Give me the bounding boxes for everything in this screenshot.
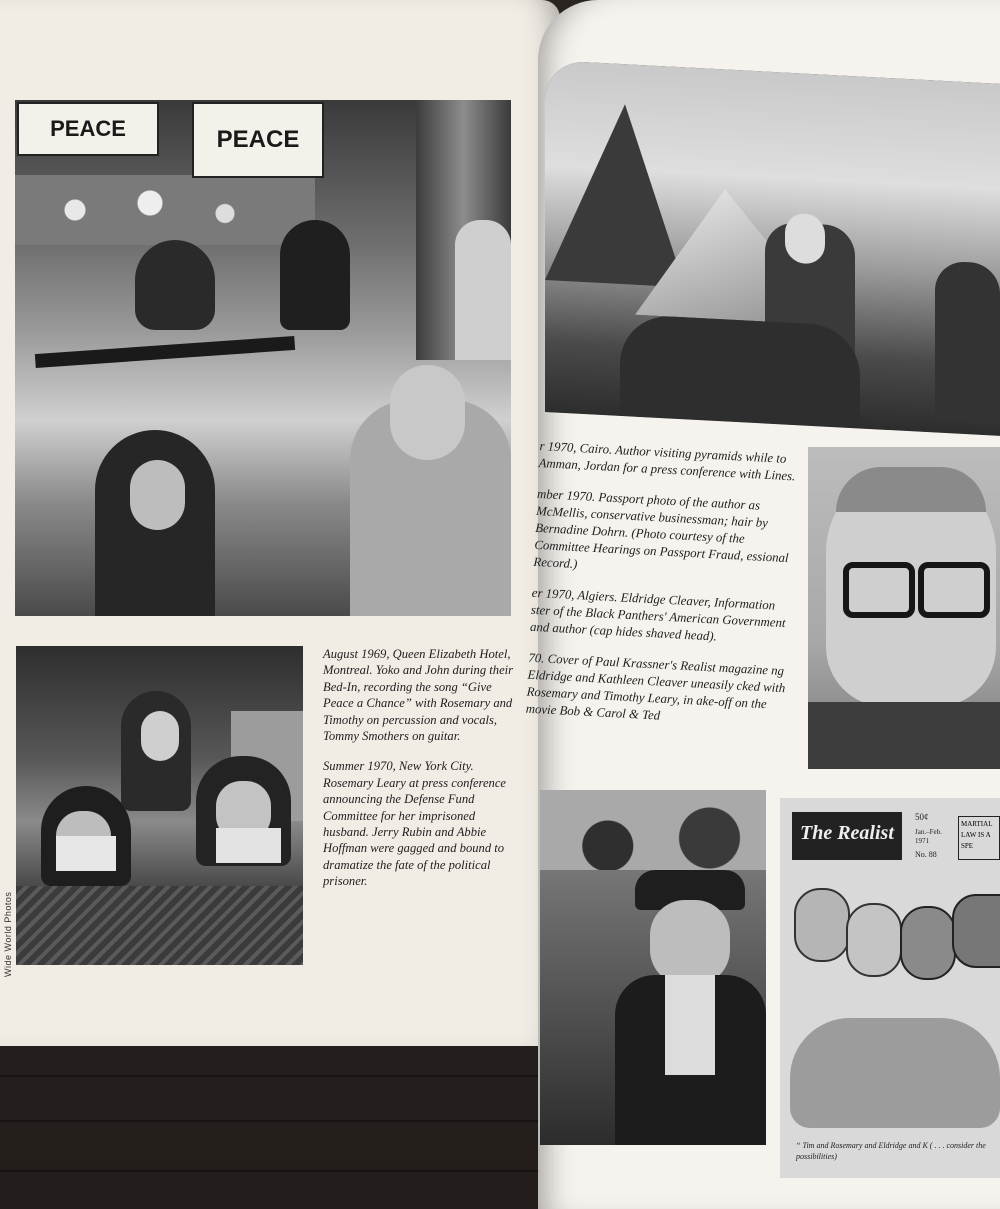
- passport-caption: mber 1970. Passport photo of the author as McMellis, conservative businessman; hair by Bernadine Dohrn. (Photo courtesy of the Committee Hearings on Passport Fraud, essional Record.): [533, 486, 789, 572]
- peace-sign-2: [192, 102, 324, 178]
- pyramids-photo: [545, 60, 1000, 436]
- left-page: [0, 0, 560, 1046]
- passport-photo: [808, 447, 1000, 769]
- bed-in-photo: [15, 100, 511, 616]
- algiers-photo: [540, 790, 766, 1145]
- press-conference-photo: [16, 646, 303, 965]
- algiers-caption: er 1970, Algiers. Eldridge Cleaver, Information ster of the Black Panthers' American Government and author (cap hides shaved head).: [529, 585, 786, 644]
- realist-bottom-caption: “ Tim and Rosemary and Eldridge and K ( . . . consider the possibilities): [796, 1141, 986, 1161]
- realist-title: The Realist: [800, 822, 894, 844]
- peace-sign-1: [17, 102, 159, 156]
- peace-sign-1-text: PEACE: [50, 116, 126, 141]
- peace-sign-2-text: PEACE: [216, 126, 300, 153]
- realist-caption: 70. Cover of Paul Krassner's Realist magazine ng Eldridge and Kathleen Cleaver uneasily cked with Rosemary and Timothy Leary, in ake-off on the movie Bob & Carol & Ted: [525, 650, 786, 723]
- realist-issue-date: Jan.–Feb. 1971: [915, 828, 942, 845]
- cairo-caption: r 1970, Cairo. Author visiting pyramids while to Amman, Jordan for a press conference with Lines.: [538, 438, 796, 484]
- realist-price: 50¢: [915, 812, 929, 822]
- left-captions: [323, 646, 523, 904]
- realist-banner: MARTIAL LAW IS A SPE: [958, 816, 1000, 860]
- bed-in-caption: August 1969, Queen Elizabeth Hotel, Montreal. Yoko and John during their Bed-In, recording the song “Give Peace a Chance” with Rosemary and Timothy on percussion and vocals, Tommy Smothers on guitar.: [323, 647, 514, 744]
- realist-issue-no: No. 88: [915, 850, 937, 859]
- right-captions: [525, 438, 800, 745]
- photo-credit: Wide World Photos: [3, 891, 13, 977]
- realist-cover-photo: [780, 798, 1000, 1178]
- press-conference-caption: Summer 1970, New York City. Rosemary Leary at press conference announcing the Defense Fund Committee for her imprisoned husband. Jerry Rubin and Abbie Hoffman were gagged and bound to dramatize the fate of the political prisoner.: [323, 759, 507, 889]
